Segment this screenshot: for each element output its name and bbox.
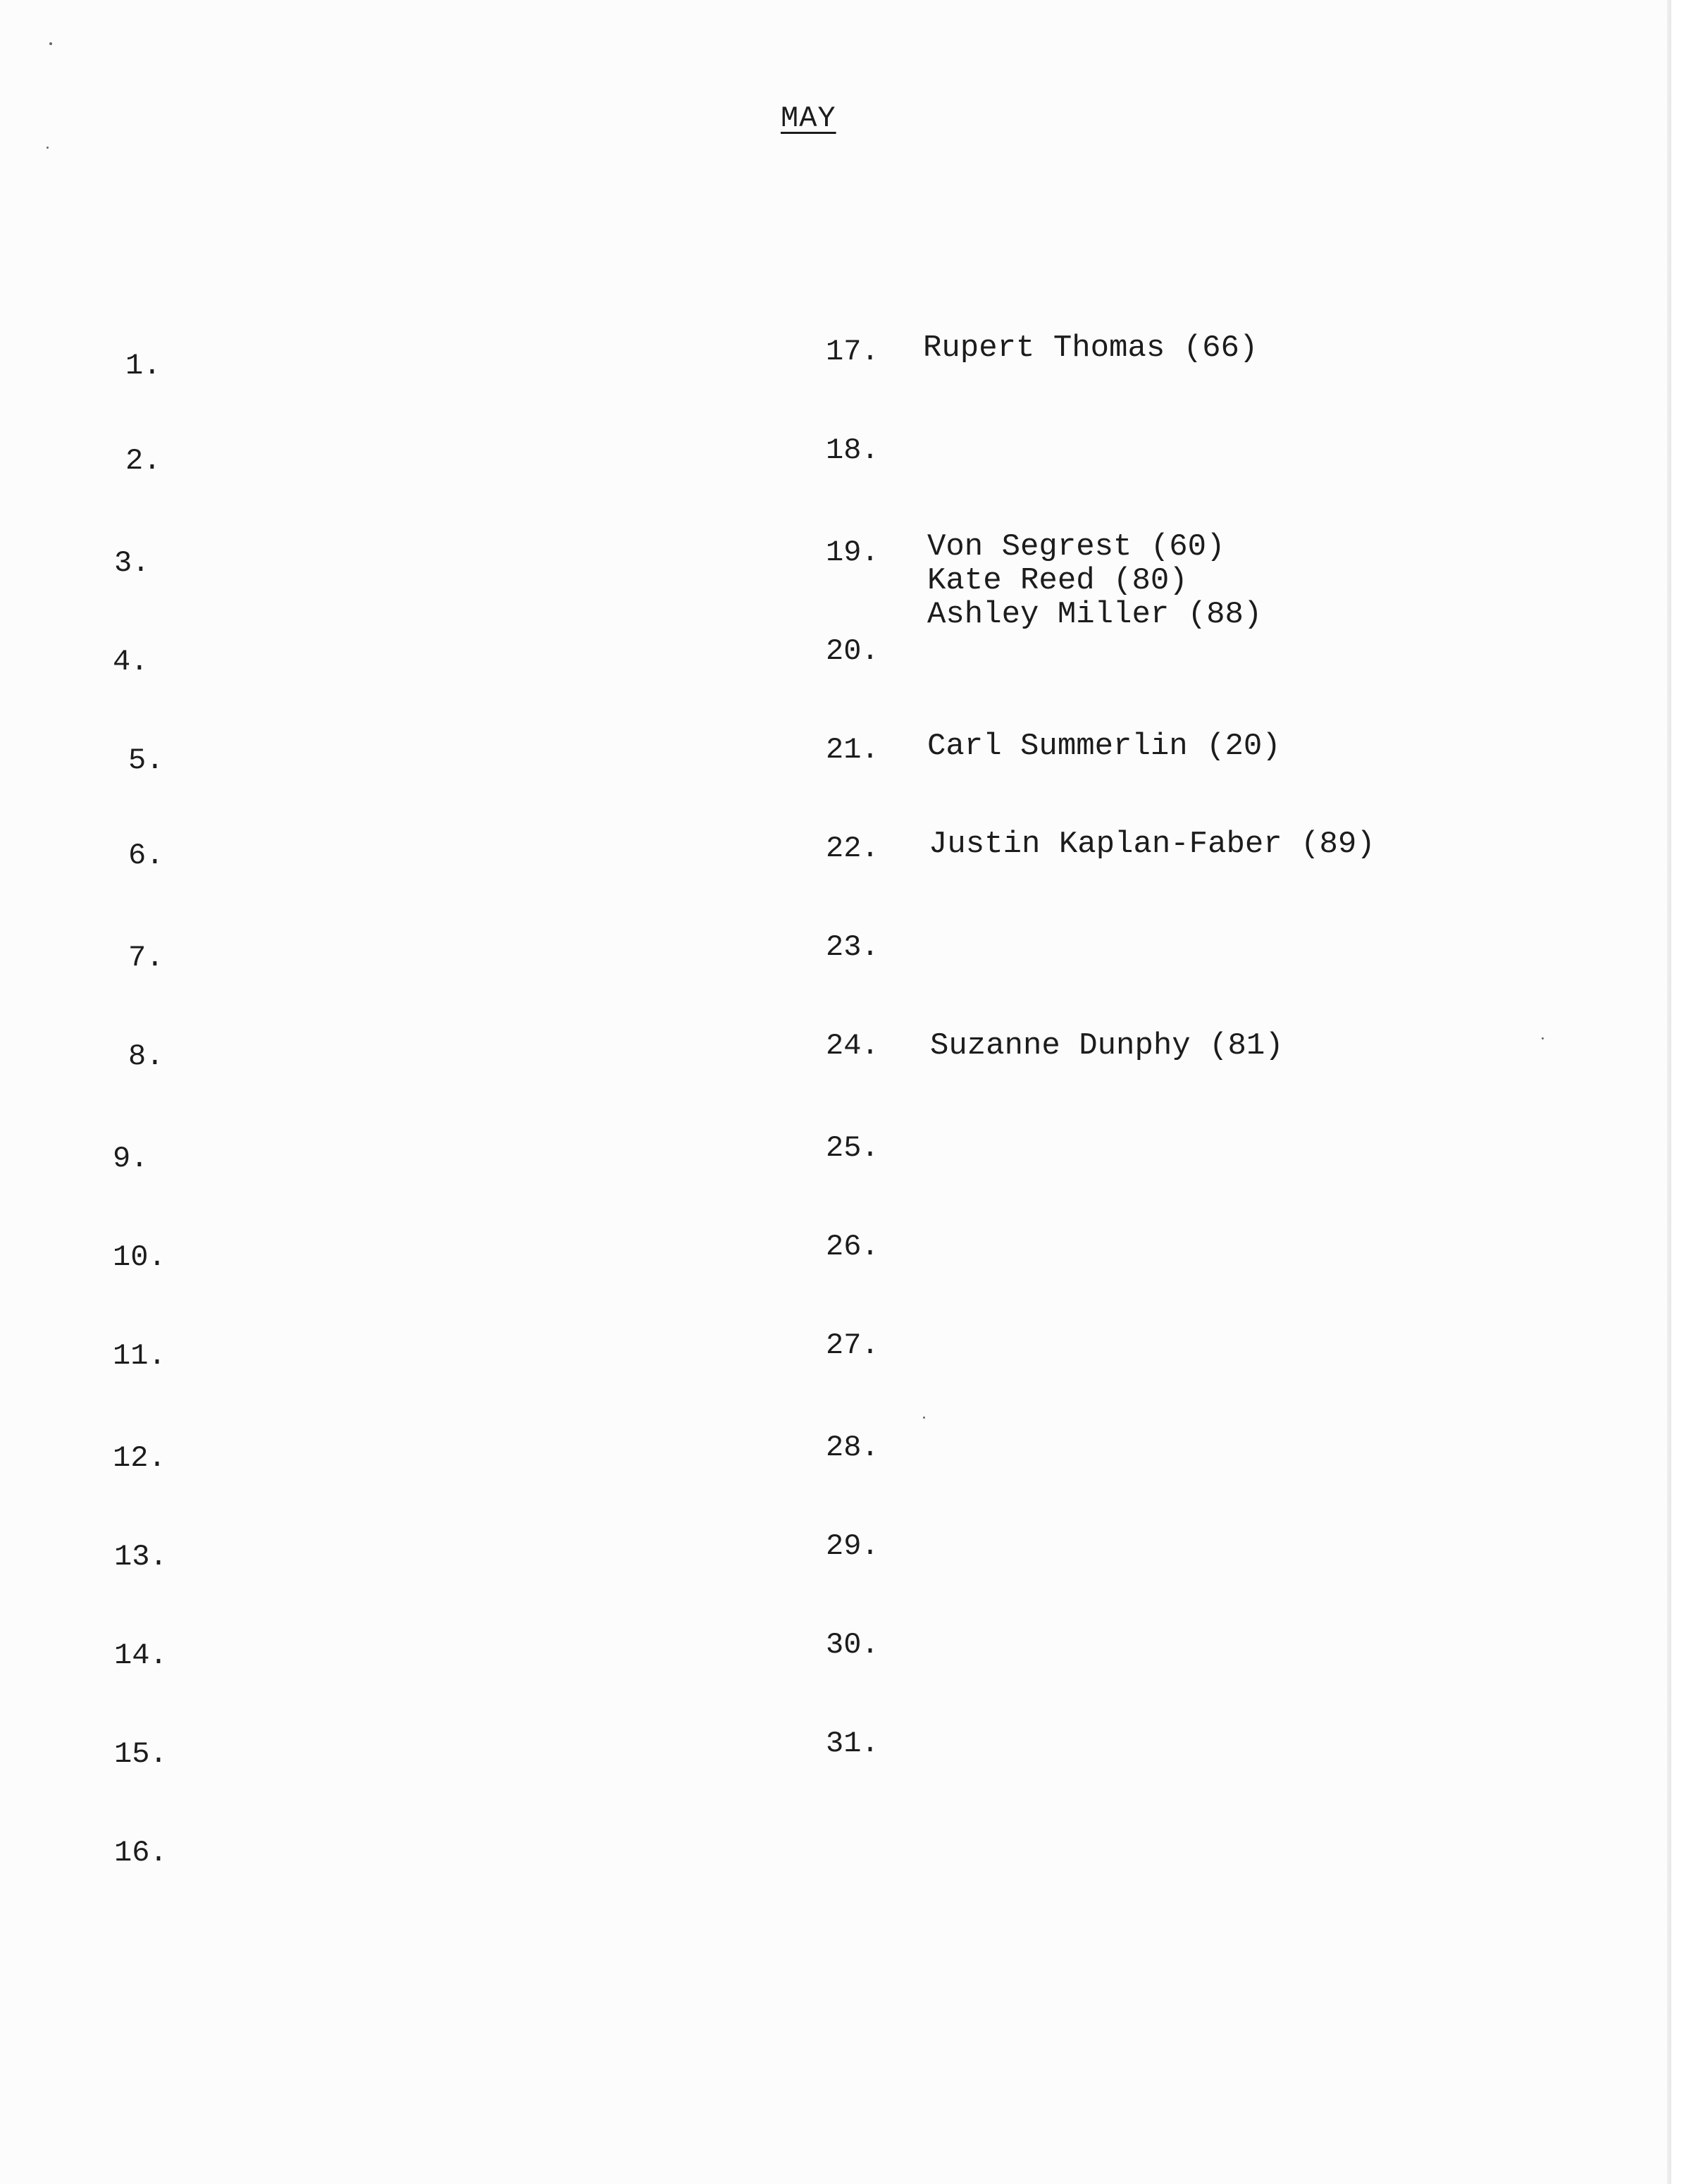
birthday-names (923, 331, 1258, 365)
day-number: 14. (114, 1639, 168, 1672)
day-number: 6. (128, 839, 164, 872)
day-number: 29. (826, 1529, 879, 1563)
day-number: 22. (826, 832, 879, 865)
day-number: 8. (128, 1039, 164, 1073)
day-number: 3. (114, 546, 150, 580)
day-number: 1. (125, 349, 161, 383)
person-entry: Carl Summerlin (20) (927, 729, 1281, 764)
day-number: 16. (114, 1836, 168, 1870)
person-entry: Suzanne Dunphy (81) (930, 1028, 1284, 1063)
day-number: 17. (826, 335, 879, 369)
paper-speck (49, 42, 52, 45)
day-number: 4. (113, 645, 149, 679)
birthday-names (929, 827, 1375, 861)
month-title: MAY (781, 101, 836, 135)
day-number: 19. (826, 536, 879, 569)
paper-speck (923, 1417, 925, 1419)
day-number: 2. (125, 444, 161, 478)
day-number: 15. (114, 1737, 168, 1771)
day-number: 30. (826, 1628, 879, 1662)
person-entry: Von Segrest (60) (927, 529, 1225, 564)
person-entry: Ashley Miller (88) (927, 597, 1263, 632)
person-entry: Kate Reed (80) (927, 563, 1188, 598)
day-number: 27. (826, 1328, 879, 1362)
person-entry: Justin Kaplan-Faber (89) (929, 827, 1375, 862)
day-number: 5. (128, 744, 164, 777)
person-entry: Rupert Thomas (66) (923, 331, 1258, 366)
birthday-names (927, 729, 1281, 763)
day-number: 10. (113, 1240, 166, 1274)
day-number: 9. (113, 1142, 149, 1176)
day-number: 31. (826, 1727, 879, 1760)
paper-speck (47, 147, 49, 149)
day-number: 13. (114, 1540, 168, 1574)
day-number: 7. (128, 941, 164, 975)
birthday-names (930, 1029, 1284, 1063)
day-number: 26. (826, 1230, 879, 1264)
day-number: 20. (826, 634, 879, 668)
day-number: 11. (113, 1339, 166, 1373)
day-number: 21. (826, 733, 879, 767)
day-number: 18. (826, 433, 879, 467)
day-number: 28. (826, 1431, 879, 1464)
paper-speck (1542, 1037, 1544, 1039)
day-number: 25. (826, 1131, 879, 1165)
day-number: 23. (826, 930, 879, 964)
birthday-names (927, 530, 1262, 631)
day-number: 12. (113, 1441, 166, 1475)
day-number: 24. (826, 1029, 879, 1063)
